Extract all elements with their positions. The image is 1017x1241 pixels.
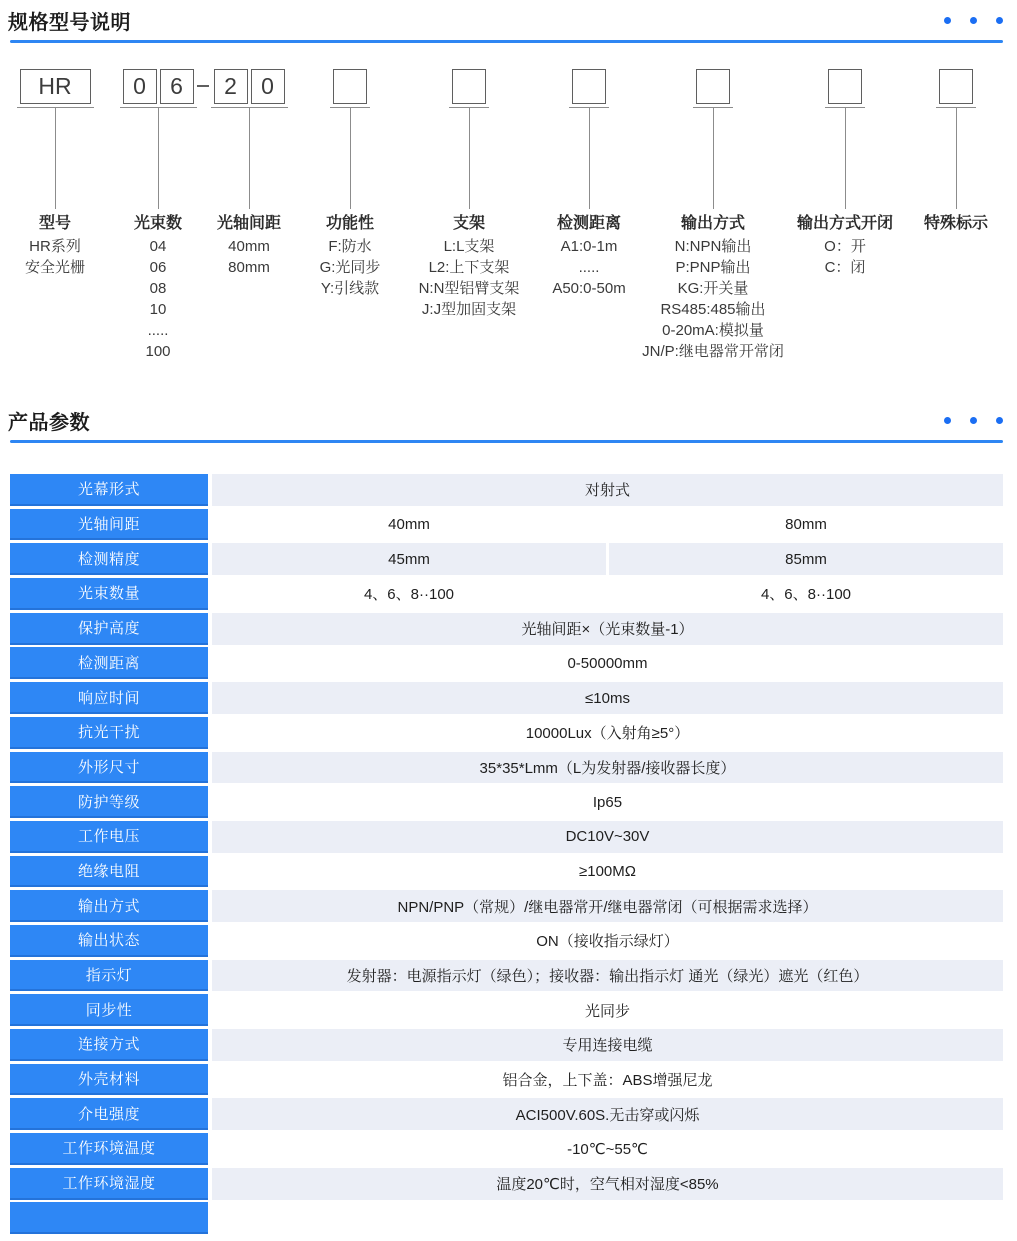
group-label: 光轴间距 <box>216 215 281 232</box>
option-line: 06 <box>149 259 167 276</box>
row-label: 介电强度 <box>10 1098 208 1130</box>
option-line: O：开 <box>824 238 866 255</box>
code-box <box>696 69 730 104</box>
param-table <box>10 474 1003 1237</box>
group-label: 支架 <box>452 215 485 232</box>
table-row <box>10 925 1003 957</box>
row-value: ON（接收指示绿灯） <box>536 933 679 951</box>
option-line: ..... <box>147 322 169 339</box>
option-line: 100 <box>145 343 171 360</box>
code-box: 0 <box>251 69 285 104</box>
row-label: 绝缘电阻 <box>10 856 208 888</box>
table-row <box>10 856 1003 888</box>
group-label: 特殊标示 <box>923 215 988 232</box>
pointer-line <box>956 108 957 209</box>
table-row <box>10 682 1003 714</box>
row-label: 工作电压 <box>10 821 208 853</box>
table-row <box>10 786 1003 818</box>
code-box: 2 <box>214 69 248 104</box>
option-line: 0-20mA:模拟量 <box>662 322 764 339</box>
option-line: KG:开关量 <box>677 280 749 297</box>
row-value: 10000Lux（入射角≥5°） <box>525 725 690 743</box>
table-row <box>10 1133 1003 1165</box>
row-label: 光轴间距 <box>10 509 208 541</box>
option-line: N:N型铝臂支架 <box>418 280 520 297</box>
table-row <box>10 578 1003 610</box>
row-value: 45mm <box>212 543 606 575</box>
option-line: J:J型加固支架 <box>421 301 517 318</box>
row-value: DC10V~30V <box>212 821 1003 853</box>
group-label: 检测距离 <box>556 215 621 232</box>
row-value: 对射式 <box>212 474 1003 506</box>
section-divider <box>10 440 1003 443</box>
row-value: 85mm <box>609 543 1003 575</box>
row-label: 防护等级 <box>10 786 208 818</box>
table-row <box>10 821 1003 853</box>
section-divider <box>10 40 1003 43</box>
row-value: 铝合金，上下盖：ABS增强尼龙 <box>502 1072 713 1090</box>
pointer-line <box>589 108 590 209</box>
option-line: P:PNP输出 <box>675 259 751 276</box>
option-line: RS485:485输出 <box>660 301 766 318</box>
row-value: 40mm <box>388 516 430 534</box>
code-box <box>939 69 973 104</box>
row-label: 外形尺寸 <box>10 752 208 784</box>
table-row <box>10 1098 1003 1130</box>
pointer-line <box>350 108 351 209</box>
table-row <box>10 890 1003 922</box>
pointer-line <box>713 108 714 209</box>
ellipsis-dots-icon <box>944 417 1003 424</box>
table-row <box>10 509 1003 541</box>
row-label: 工作环境湿度 <box>10 1168 208 1200</box>
option-line: HR系列 <box>29 238 81 255</box>
option-line: L2:上下支架 <box>428 259 510 276</box>
group-label: 型号 <box>38 215 71 232</box>
option-line: 10 <box>149 301 167 318</box>
row-label: 输出方式 <box>10 890 208 922</box>
row-label: 检测距离 <box>10 647 208 679</box>
table-row <box>10 647 1003 679</box>
table-row <box>10 717 1003 749</box>
row-label: 工作环境温度 <box>10 1133 208 1165</box>
row-label: 光幕形式 <box>10 474 208 506</box>
option-line: ..... <box>578 259 600 276</box>
row-value: ≤10ms <box>212 682 1003 714</box>
option-line: Y:引线款 <box>320 280 380 297</box>
option-line: 40mm <box>228 238 270 255</box>
row-label: 响应时间 <box>10 682 208 714</box>
option-line: L:L支架 <box>443 238 495 255</box>
group-label: 光束数 <box>133 215 182 232</box>
model-number-diagram <box>0 69 1017 379</box>
table-row <box>10 752 1003 784</box>
code-box: 6 <box>160 69 194 104</box>
row-value: 4、6、8··100 <box>760 586 852 604</box>
option-line: G:光同步 <box>319 259 381 276</box>
row-value: 80mm <box>785 516 827 534</box>
row-value: 专用连接电缆 <box>212 1029 1003 1061</box>
row-value: 光轴间距×（光束数量-1） <box>212 613 1003 645</box>
pointer-line <box>469 108 470 209</box>
row-value: 0-50000mm <box>567 654 648 672</box>
code-box <box>572 69 606 104</box>
row-value: ACI500V.60S.无击穿或闪烁 <box>212 1098 1003 1130</box>
option-line: A50:0-50m <box>552 280 626 297</box>
row-value: 35*35*Lmm（L为发射器/接收器长度） <box>212 752 1003 784</box>
option-line: F:防水 <box>328 238 372 255</box>
row-value: 温度20℃时，空气相对湿度<85% <box>212 1168 1003 1200</box>
group-options <box>824 236 866 278</box>
table-row <box>10 1202 1003 1234</box>
row-label: 抗光干扰 <box>10 717 208 749</box>
group-label: 功能性 <box>325 215 374 232</box>
option-line: JN/P:继电器常开常闭 <box>642 343 784 360</box>
row-value: 4、6、8··100 <box>363 586 455 604</box>
table-row <box>10 1064 1003 1096</box>
row-value: 发射器：电源指示灯（绿色）；接收器：输出指示灯 通光（绿光）遮光（红色） <box>212 960 1003 992</box>
option-line: 80mm <box>228 259 270 276</box>
option-line: C：闭 <box>824 259 866 276</box>
option-line: 04 <box>149 238 167 255</box>
code-box: 0 <box>123 69 157 104</box>
row-label <box>10 1202 208 1234</box>
table-row <box>10 994 1003 1026</box>
group-label: 输出方式 <box>680 215 745 232</box>
option-line: 08 <box>149 280 167 297</box>
table-row <box>10 1029 1003 1061</box>
option-line: A1:0-1m <box>560 238 618 255</box>
row-label: 保护高度 <box>10 613 208 645</box>
row-value: ≥100MΩ <box>579 862 636 880</box>
group-label: 输出方式开闭 <box>796 215 893 232</box>
diagram-group-special-mark <box>846 69 1017 236</box>
row-label: 外壳材料 <box>10 1064 208 1096</box>
row-value: 光同步 <box>584 1002 630 1020</box>
row-label: 连接方式 <box>10 1029 208 1061</box>
option-line: N:NPN输出 <box>674 238 752 255</box>
table-row <box>10 543 1003 575</box>
table-row <box>10 613 1003 645</box>
row-label: 输出状态 <box>10 925 208 957</box>
table-row <box>10 1168 1003 1200</box>
row-label: 光束数量 <box>10 578 208 610</box>
row-label: 同步性 <box>10 994 208 1026</box>
ellipsis-dots-icon <box>944 17 1003 24</box>
table-row <box>10 960 1003 992</box>
params-section-title: 产品参数 <box>8 412 90 434</box>
row-label: 检测精度 <box>10 543 208 575</box>
row-label: 指示灯 <box>10 960 208 992</box>
model-code-box: HR <box>20 69 91 104</box>
row-value: -10℃~55℃ <box>567 1140 648 1158</box>
row-value: Ip65 <box>592 793 623 811</box>
spec-section-title: 规格型号说明 <box>8 12 131 34</box>
table-row <box>10 474 1003 506</box>
row-value: NPN/PNP（常规）/继电器常开/继电器常闭（可根据需求选择） <box>212 890 1003 922</box>
option-line: 安全光栅 <box>24 259 85 276</box>
